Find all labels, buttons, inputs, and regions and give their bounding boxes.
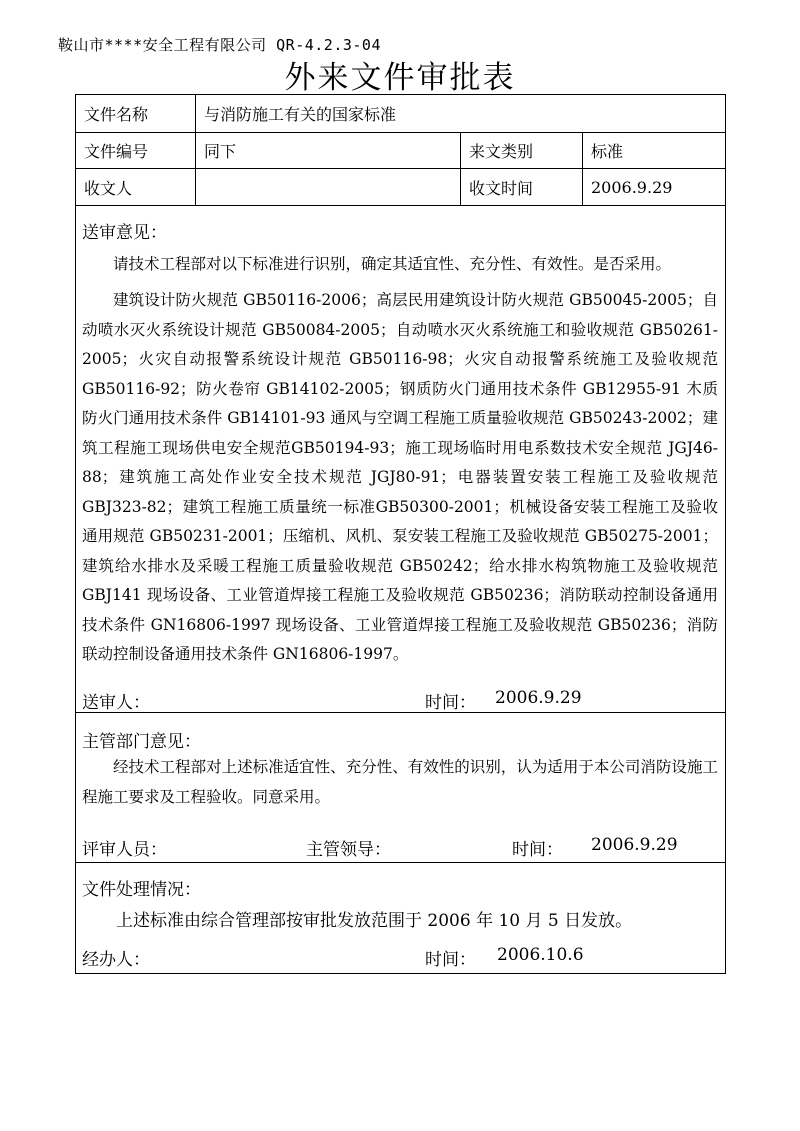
row-receiver: [76, 169, 725, 206]
doc-type-value: 标准: [582, 133, 725, 168]
handling-content: 上述标准由综合管理部按审批发放范围于 2006 年 10 月 5 日发放。: [116, 911, 633, 931]
handling-section: [76, 863, 725, 974]
review-section: [76, 206, 725, 713]
receiver-value: [195, 169, 460, 205]
supervisor-time-label: 时间：: [512, 840, 563, 860]
doc-type-label: 来文类别: [460, 133, 582, 168]
supervisor-heading: 主管部门意见：: [82, 732, 201, 752]
supervisor-opinion: 经技术工程部对上述标准适宜性、充分性、有效性的识别，认为适用于本公司消防设施工程施工要求及工程验收。同意采用。: [82, 758, 718, 806]
submitter-label: 送审人：: [82, 693, 150, 713]
file-number-label: 文件编号: [84, 142, 149, 161]
receiver-label: 收文人: [84, 178, 133, 198]
row-file-name: [76, 95, 725, 133]
supervisor-section: [76, 713, 725, 863]
receive-time-value: 2006.9.29: [582, 169, 725, 205]
handling-time-label: 时间：: [425, 950, 476, 970]
review-time-value: 2006.9.29: [495, 688, 582, 708]
handling-heading: 文件处理情况：: [82, 880, 201, 900]
review-request: 请技术工程部对以下标准进行识别，确定其适宜性、充分性、有效性。是否采用。: [113, 255, 672, 273]
review-standards: 建筑设计防火规范 GB50116-2006；高层民用建筑设计防火规范 GB50045-2005；自动喷水灭火系统设计规范 GB50084-2005；自动喷水灭火系统施工和验收规范 GB50261-2005；火灾自动报警系统设计规范 GB50116-98；火灾自动报警系统施工及验收规范 GB50116-92；防火卷帘 GB14102-2005；钢质防火门通用技术条件 GB12955-91 木质防火门通用技术条件 GB14101-93 通风与空调工程施工质量验收规范 GB50243-2002；建筑工程施工现场供电安全规范GB50194-93；施工现场临时用电系数技术安全规范 JGJ46-88；建筑施工高处作业安全技术规范 JGJ80-91；电器装置安装工程施工及验收规范GBJ323-82；建筑工程施工质量统一标准GB50300-2001；机械设备安装工程施工及验收通用规范 GB50231-2001；压缩机、风机、泵安装工程施工及验收规范 GB50275-2001；建筑给水排水及采暖工程施工质量验收规范 GB50242；给水排水构筑物施工及验收规范 GBJ141 现场设备、工业管道焊接工程施工及验收规范 GB50236；消防联动控制设备通用技术条件 GN16806-1997 现场设备、工业管道焊接工程施工及验收规范 GB50236；消防联动控制设备通用技术条件 GN16806-1997。: [82, 291, 718, 663]
file-name-value: 与消防施工有关的国家标准: [195, 95, 725, 132]
supervisor-time-value: 2006.9.29: [591, 835, 678, 855]
file-number-value: 同下: [195, 133, 460, 168]
file-name-label: 文件名称: [84, 105, 149, 124]
reviewer-label: 评审人员：: [82, 840, 167, 860]
leader-label: 主管领导：: [306, 840, 391, 860]
approval-form: [75, 94, 726, 974]
page-title: 外来文件审批表: [284, 60, 516, 96]
handling-time-value: 2006.10.6: [497, 945, 584, 965]
row-file-number: [76, 133, 725, 169]
review-time-label: 时间：: [425, 693, 476, 713]
handler-label: 经办人：: [82, 950, 150, 970]
receive-time-label: 收文时间: [460, 169, 582, 205]
company-code: 鞍山市****安全工程有限公司 QR-4.2.3-04: [58, 36, 381, 54]
review-heading: 送审意见：: [82, 223, 167, 243]
